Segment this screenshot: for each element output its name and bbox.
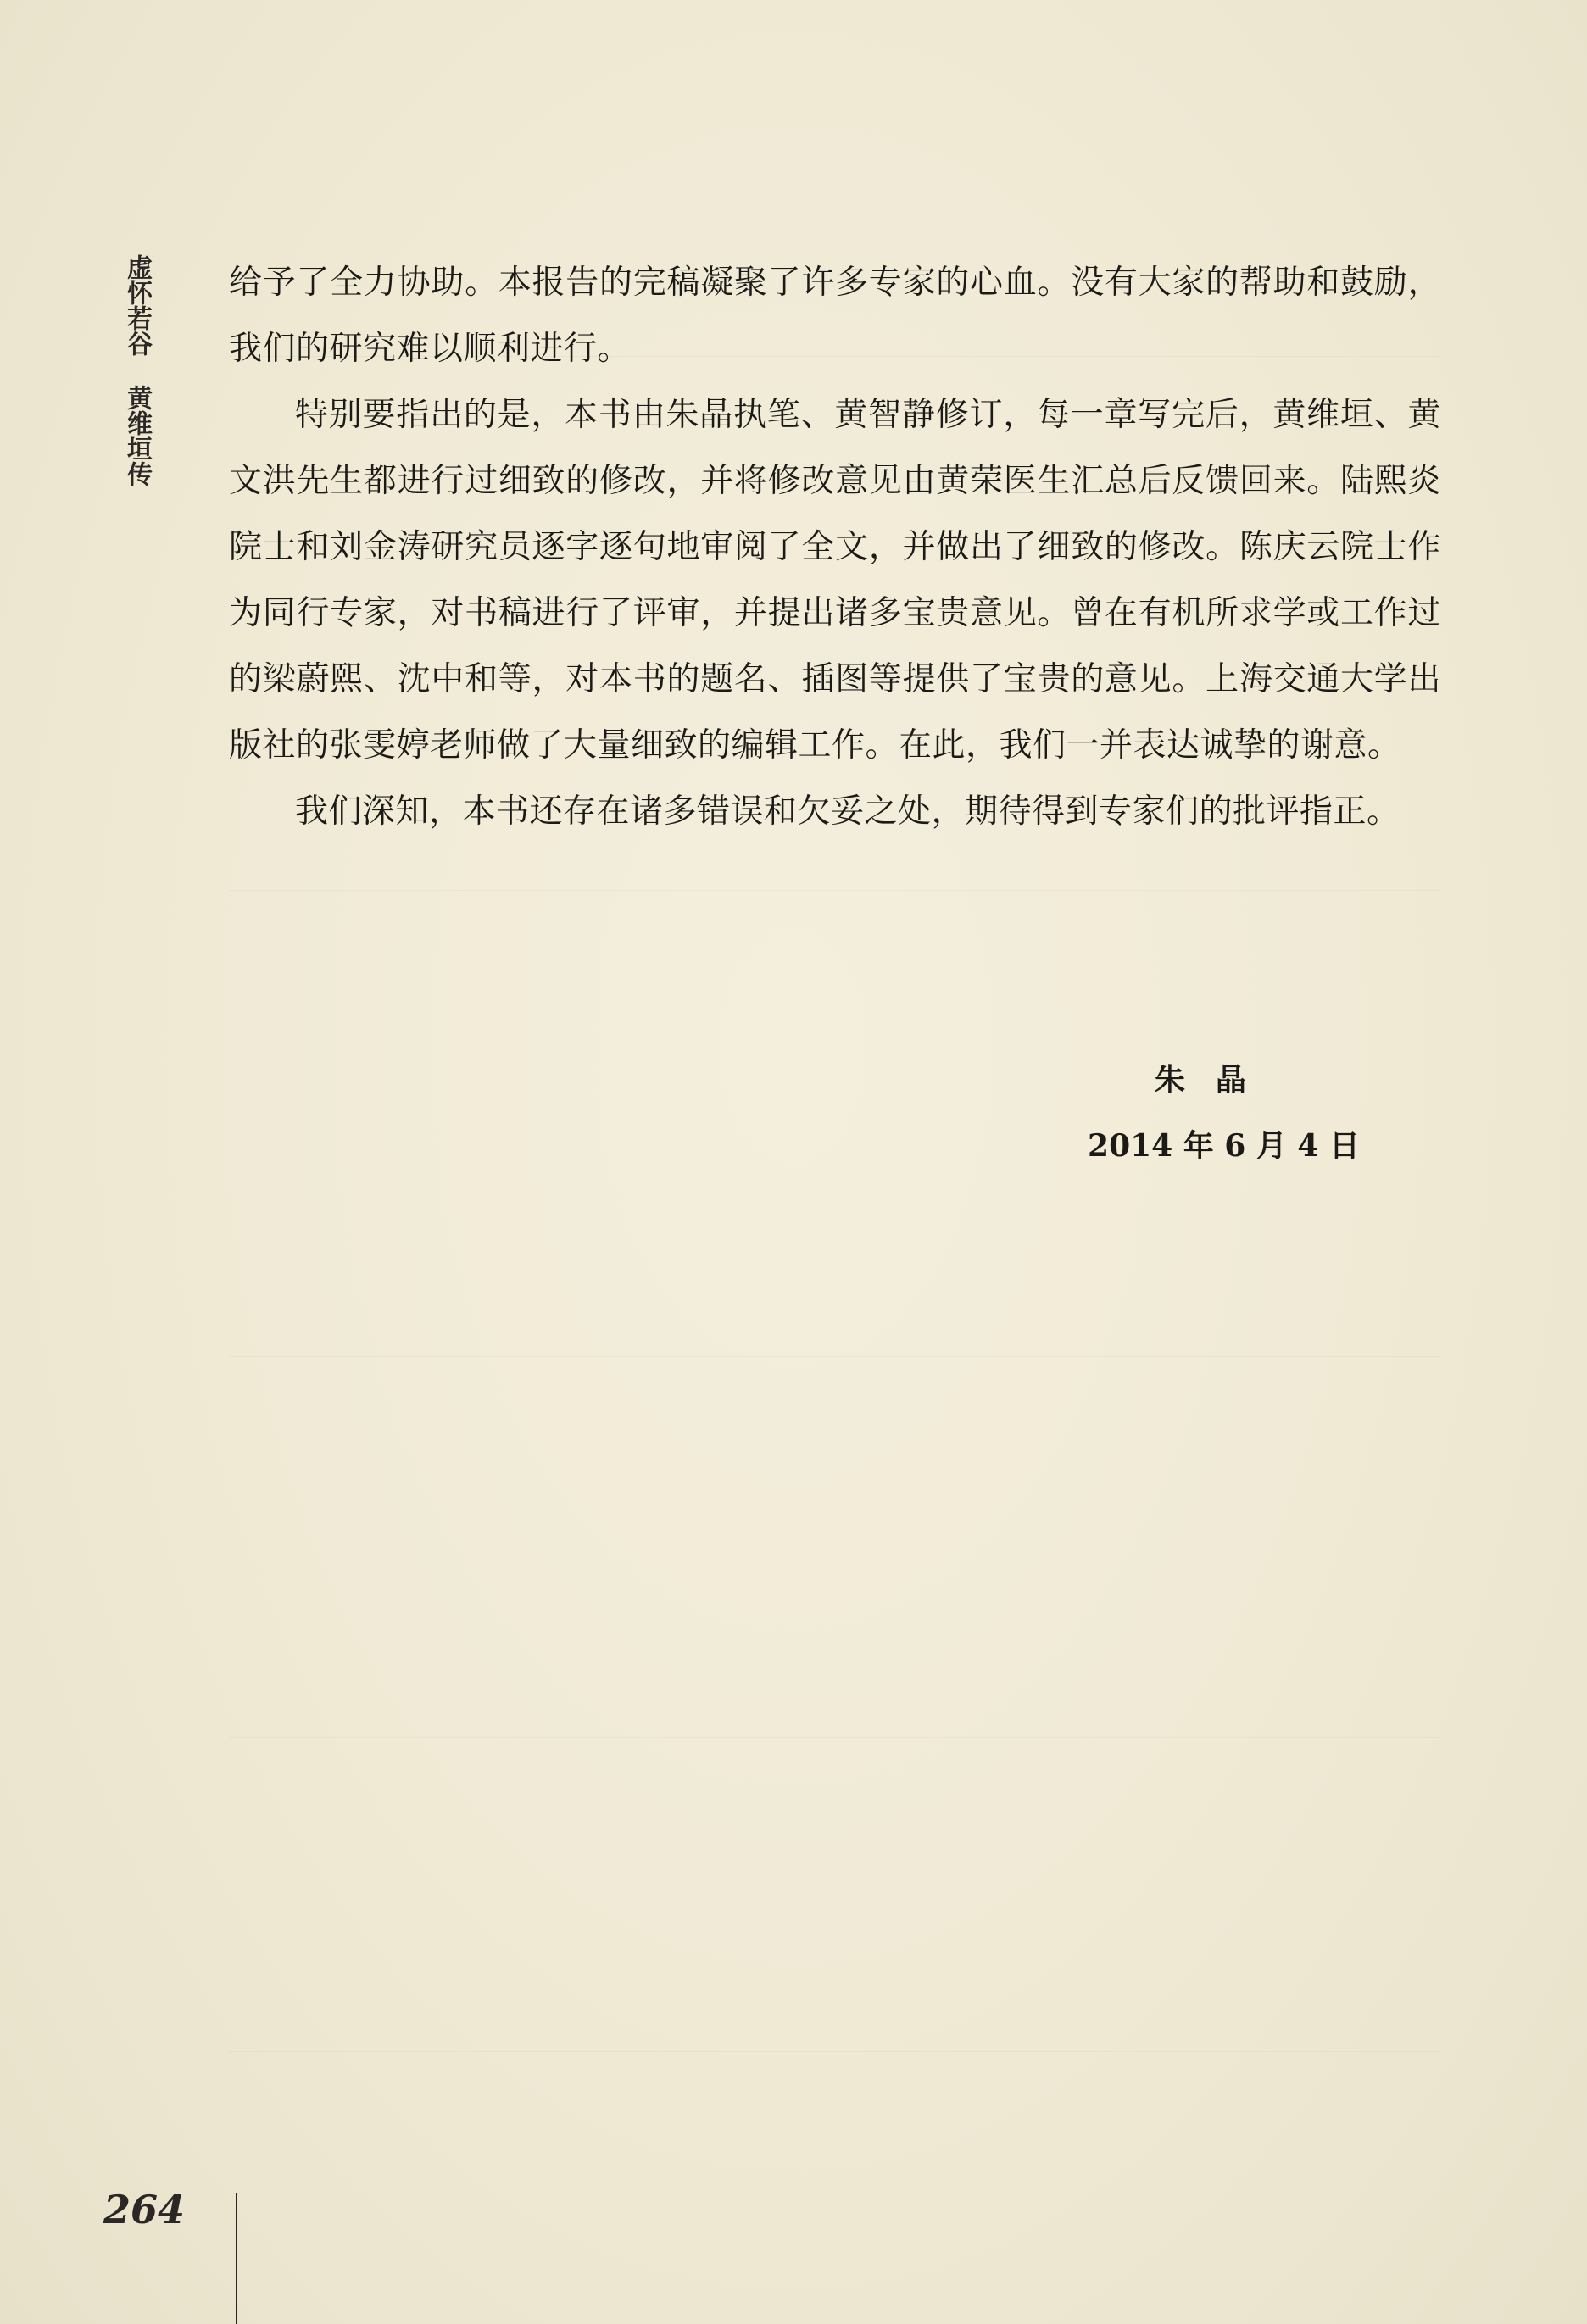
signature-date: 2014 年 6 月 4 日 [1088,1128,1360,1164]
paragraph: 给予了全力协助。本报告的完稿凝聚了许多专家的心血。没有大家的帮助和鼓励，我们的研究难以顺利进行。 [229,264,1441,368]
bleed-through-line [229,890,1441,891]
book-title: 虚怀若谷 [122,254,152,356]
signature-block [1088,1047,1360,1179]
body-text [229,250,1441,845]
bleed-through-line [229,1356,1441,1357]
paragraph: 我们深知，本书还存在诸多错误和欠妥之处，期待得到专家们的批评指正。 [295,792,1400,831]
bleed-through-line [229,2051,1441,2052]
running-header [117,254,151,486]
bleed-through-line [229,1737,1441,1738]
paragraph: 特别要指出的是，本书由朱晶执笔、黄智静修订，每一章写完后，黄维垣、黄文洪先生都进行过细致的修改，并将修改意见由黄荣医生汇总后反馈回来。陆熙炎院士和刘金涛研究员逐字逐句地审阅了全文，并做出了细致的修改。陈庆云院士作为同行专家，对书稿进行了评审，并提出诸多宝贵意见。曾在有机所求学或工作过的梁蔚熙、沈中和等，对本书的题名、插图等提供了宝贵的意见。上海交通大学出版社的张雯婷老师做了大量细致的编辑工作。在此，我们一并表达诚挚的谢意。 [229,396,1441,764]
page-number: 264 [103,2187,186,2232]
book-subtitle: 黄维垣传 [122,385,152,486]
footer-rule [236,2193,237,2324]
author-name: 朱晶 [1154,1062,1277,1098]
